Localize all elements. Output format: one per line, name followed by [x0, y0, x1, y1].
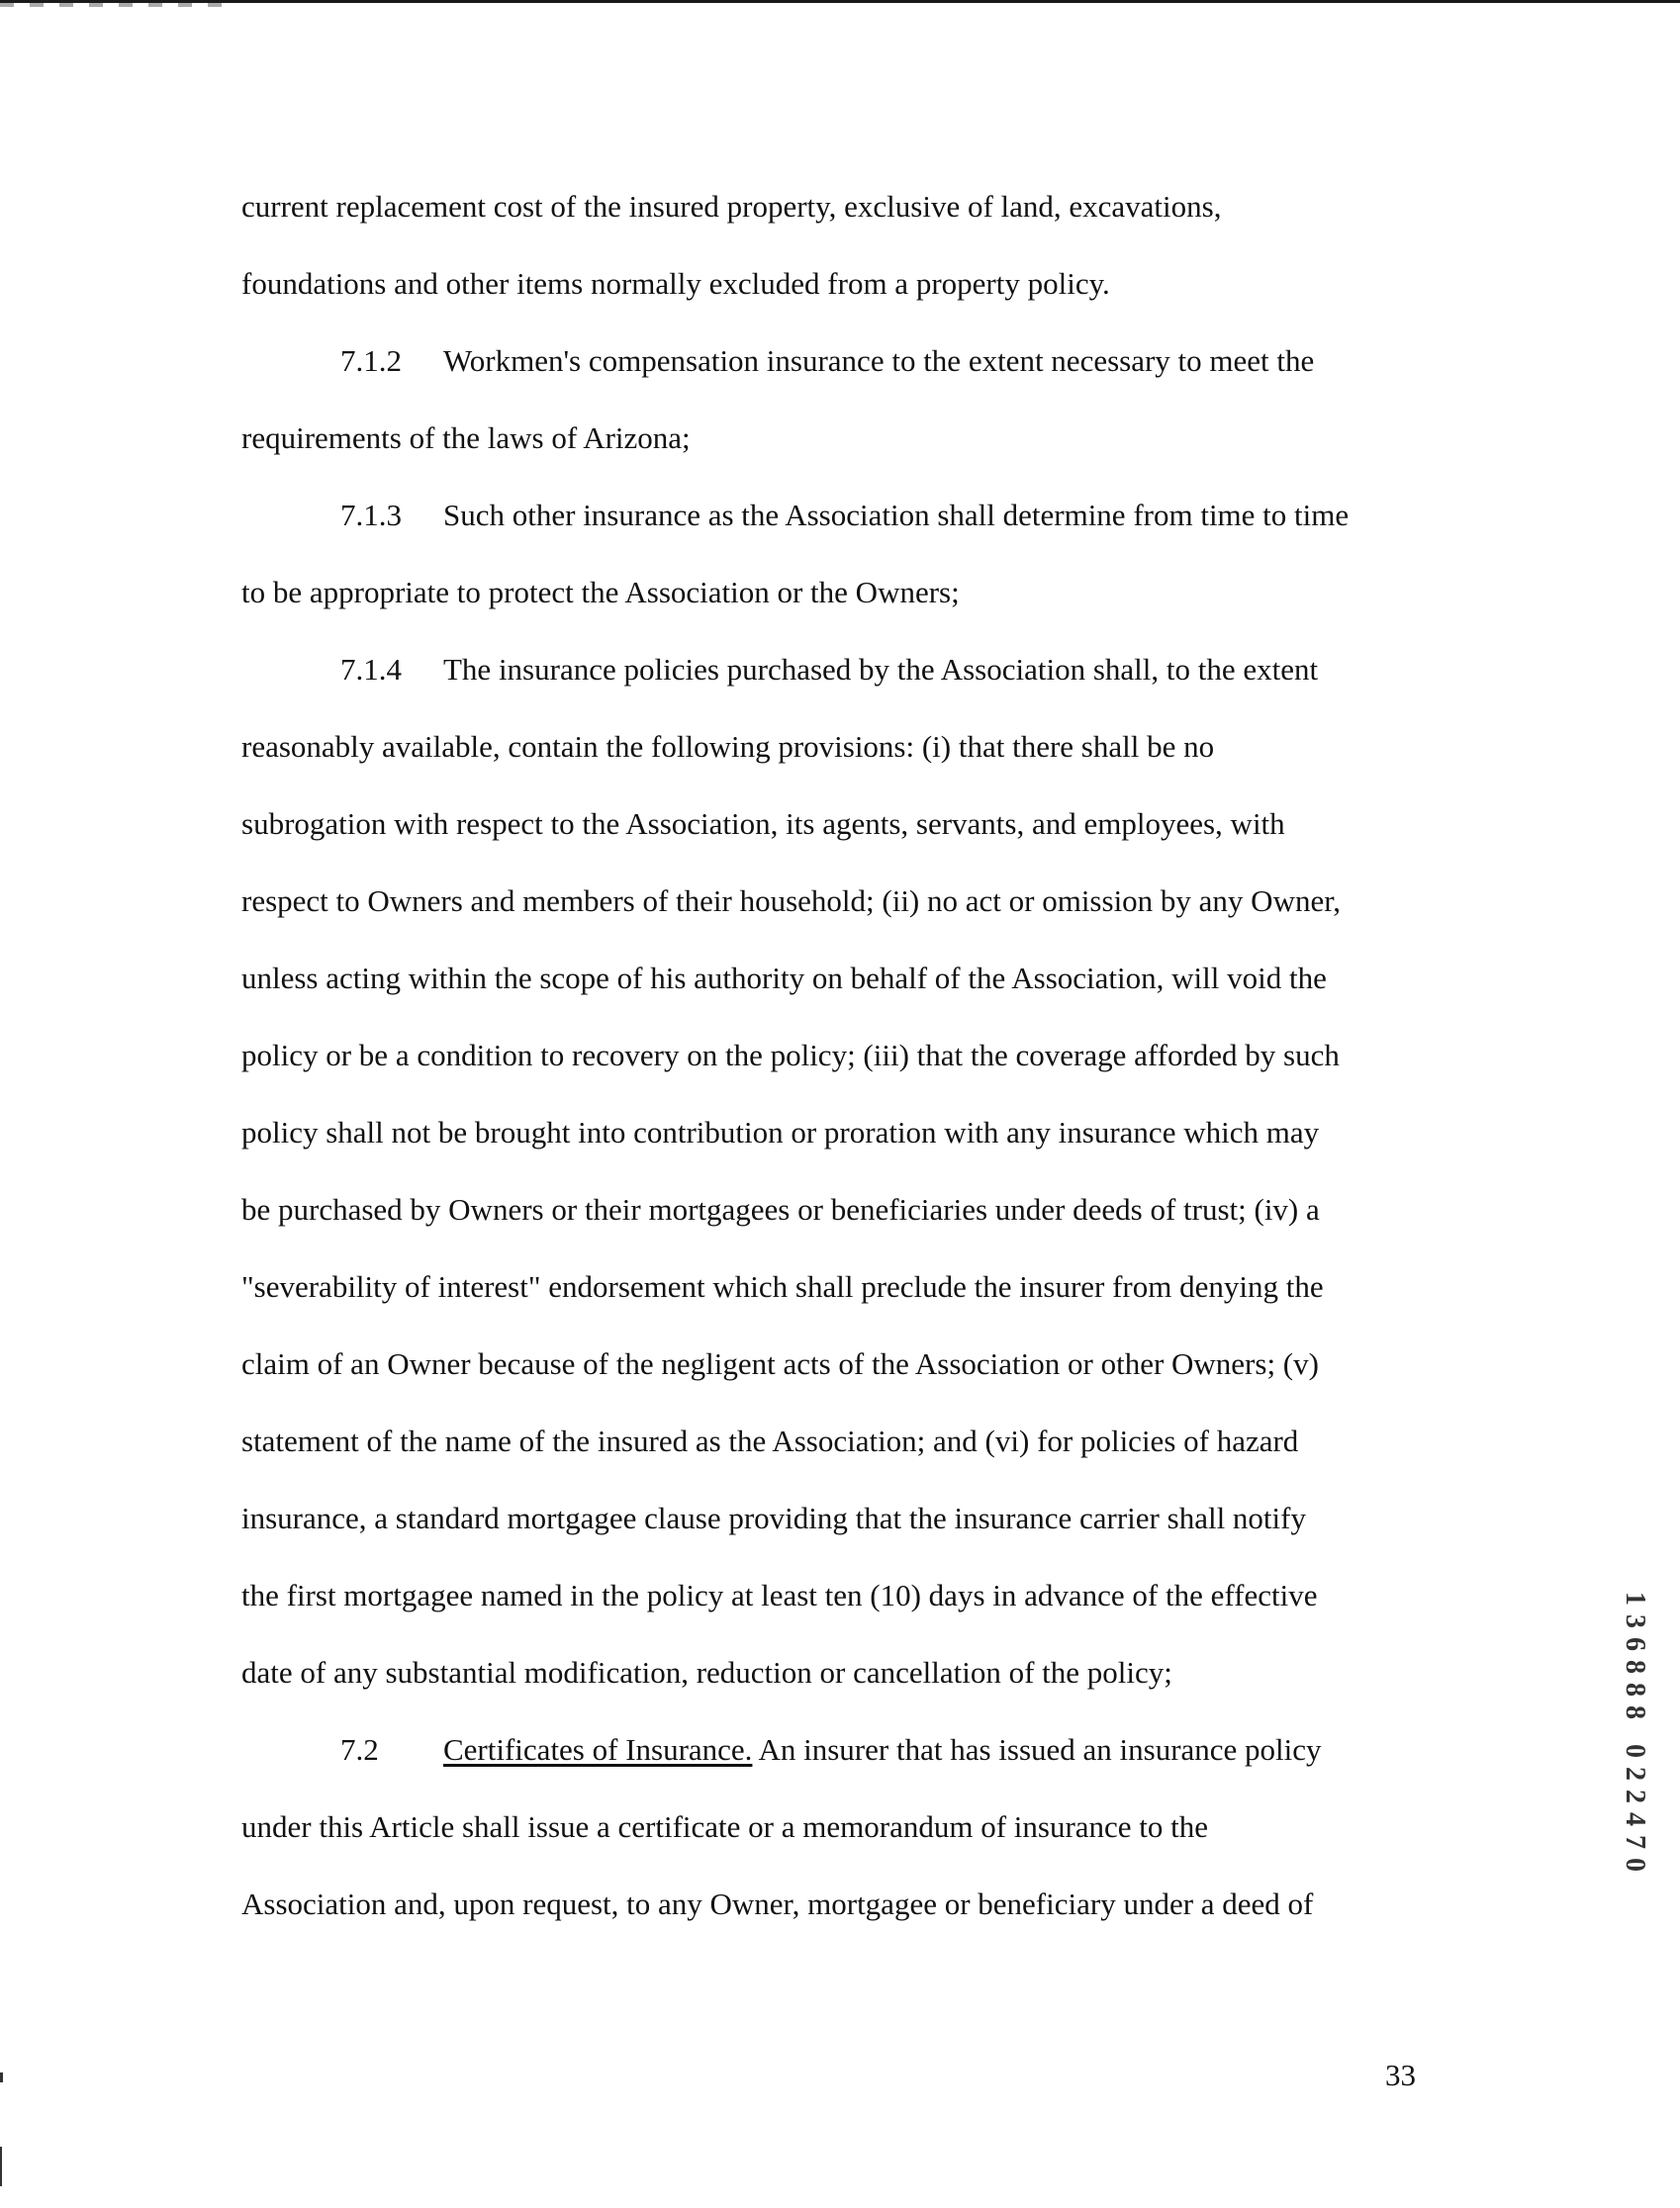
section-number: 7.2	[340, 1732, 379, 1767]
text-line: Such other insurance as the Association shall determine from time to time	[443, 498, 1350, 532]
section-number: 7.1.3	[340, 498, 402, 532]
bates-number: 1 3 6 8 8 8 0 2 2 4 7 0	[1620, 1592, 1650, 1873]
document-body	[241, 183, 1453, 1958]
text-line: statement of the name of the insured as the Association; and (vi) for policies of hazard	[241, 1424, 1299, 1458]
text-line: claim of an Owner because of the negligent acts of the Association or other Owners; (v)	[241, 1346, 1319, 1381]
top-border-rule	[0, 0, 1680, 3]
text-line: The insurance policies purchased by the Association shall, to the extent	[443, 652, 1319, 687]
bates-stamp	[1621, 1592, 1648, 1873]
text-line: current replacement cost of the insured property, exclusive of land, excavations,	[241, 189, 1222, 224]
text-line: insurance, a standard mortgagee clause providing that the insurance carrier shall notify	[241, 1501, 1306, 1535]
paragraph-7-1-3-first-line	[241, 492, 1453, 569]
paragraph-7-1-4-first-line	[241, 646, 1453, 723]
text-line: date of any substantial modification, reduction or cancellation of the policy;	[241, 1655, 1172, 1690]
section-number: 7.1.2	[340, 343, 402, 378]
text-line: Workmen's compensation insurance to the extent necessary to meet the	[443, 343, 1315, 378]
text-line: the first mortgagee named in the policy at least ten (10) days in advance of the effective	[241, 1578, 1318, 1612]
text-line: requirements of the laws of Arizona;	[241, 420, 691, 455]
text-line: foundations and other items normally excluded from a property policy.	[241, 266, 1110, 301]
text-line: Association and, upon request, to any Owner, mortgagee or beneficiary under a deed of	[241, 1886, 1314, 1921]
section-number: 7.1.4	[340, 652, 402, 687]
text-line: "severability of interest" endorsement which shall preclude the insurer from denying the	[241, 1269, 1324, 1304]
paragraph-7-2-first-line	[241, 1726, 1453, 1803]
text-line: reasonably available, contain the following provisions: (i) that there shall be no	[241, 729, 1215, 764]
text-line: respect to Owners and members of their household; (ii) no act or omission by any Owner,	[241, 883, 1342, 918]
text-line: policy or be a condition to recovery on the policy; (iii) that the coverage afforded by such	[241, 1038, 1340, 1072]
text-line: unless acting within the scope of his authority on behalf of the Association, will void the	[241, 961, 1327, 995]
text-line: be purchased by Owners or their mortgagees or beneficiaries under deeds of trust; (iv) a	[241, 1192, 1320, 1227]
page-number: 33	[1385, 2058, 1416, 2092]
section-heading: Certificates of Insurance.	[443, 1732, 753, 1767]
text-line: policy shall not be brought into contribution or proration with any insurance which may	[241, 1115, 1320, 1150]
text-line: subrogation with respect to the Association, its agents, servants, and employees, with	[241, 806, 1285, 841]
text-line: to be appropriate to protect the Association or the Owners;	[241, 575, 960, 609]
scan-margin-mark	[0, 2072, 3, 2082]
text-line: under this Article shall issue a certificate or a memorandum of insurance to the	[241, 1809, 1209, 1844]
text-line: An insurer that has issued an insurance policy	[758, 1732, 1322, 1767]
paragraph-7-1-2-first-line	[241, 337, 1453, 414]
scan-margin-mark	[0, 2147, 2, 2186]
scan-artifact-dashes	[0, 3, 237, 7]
